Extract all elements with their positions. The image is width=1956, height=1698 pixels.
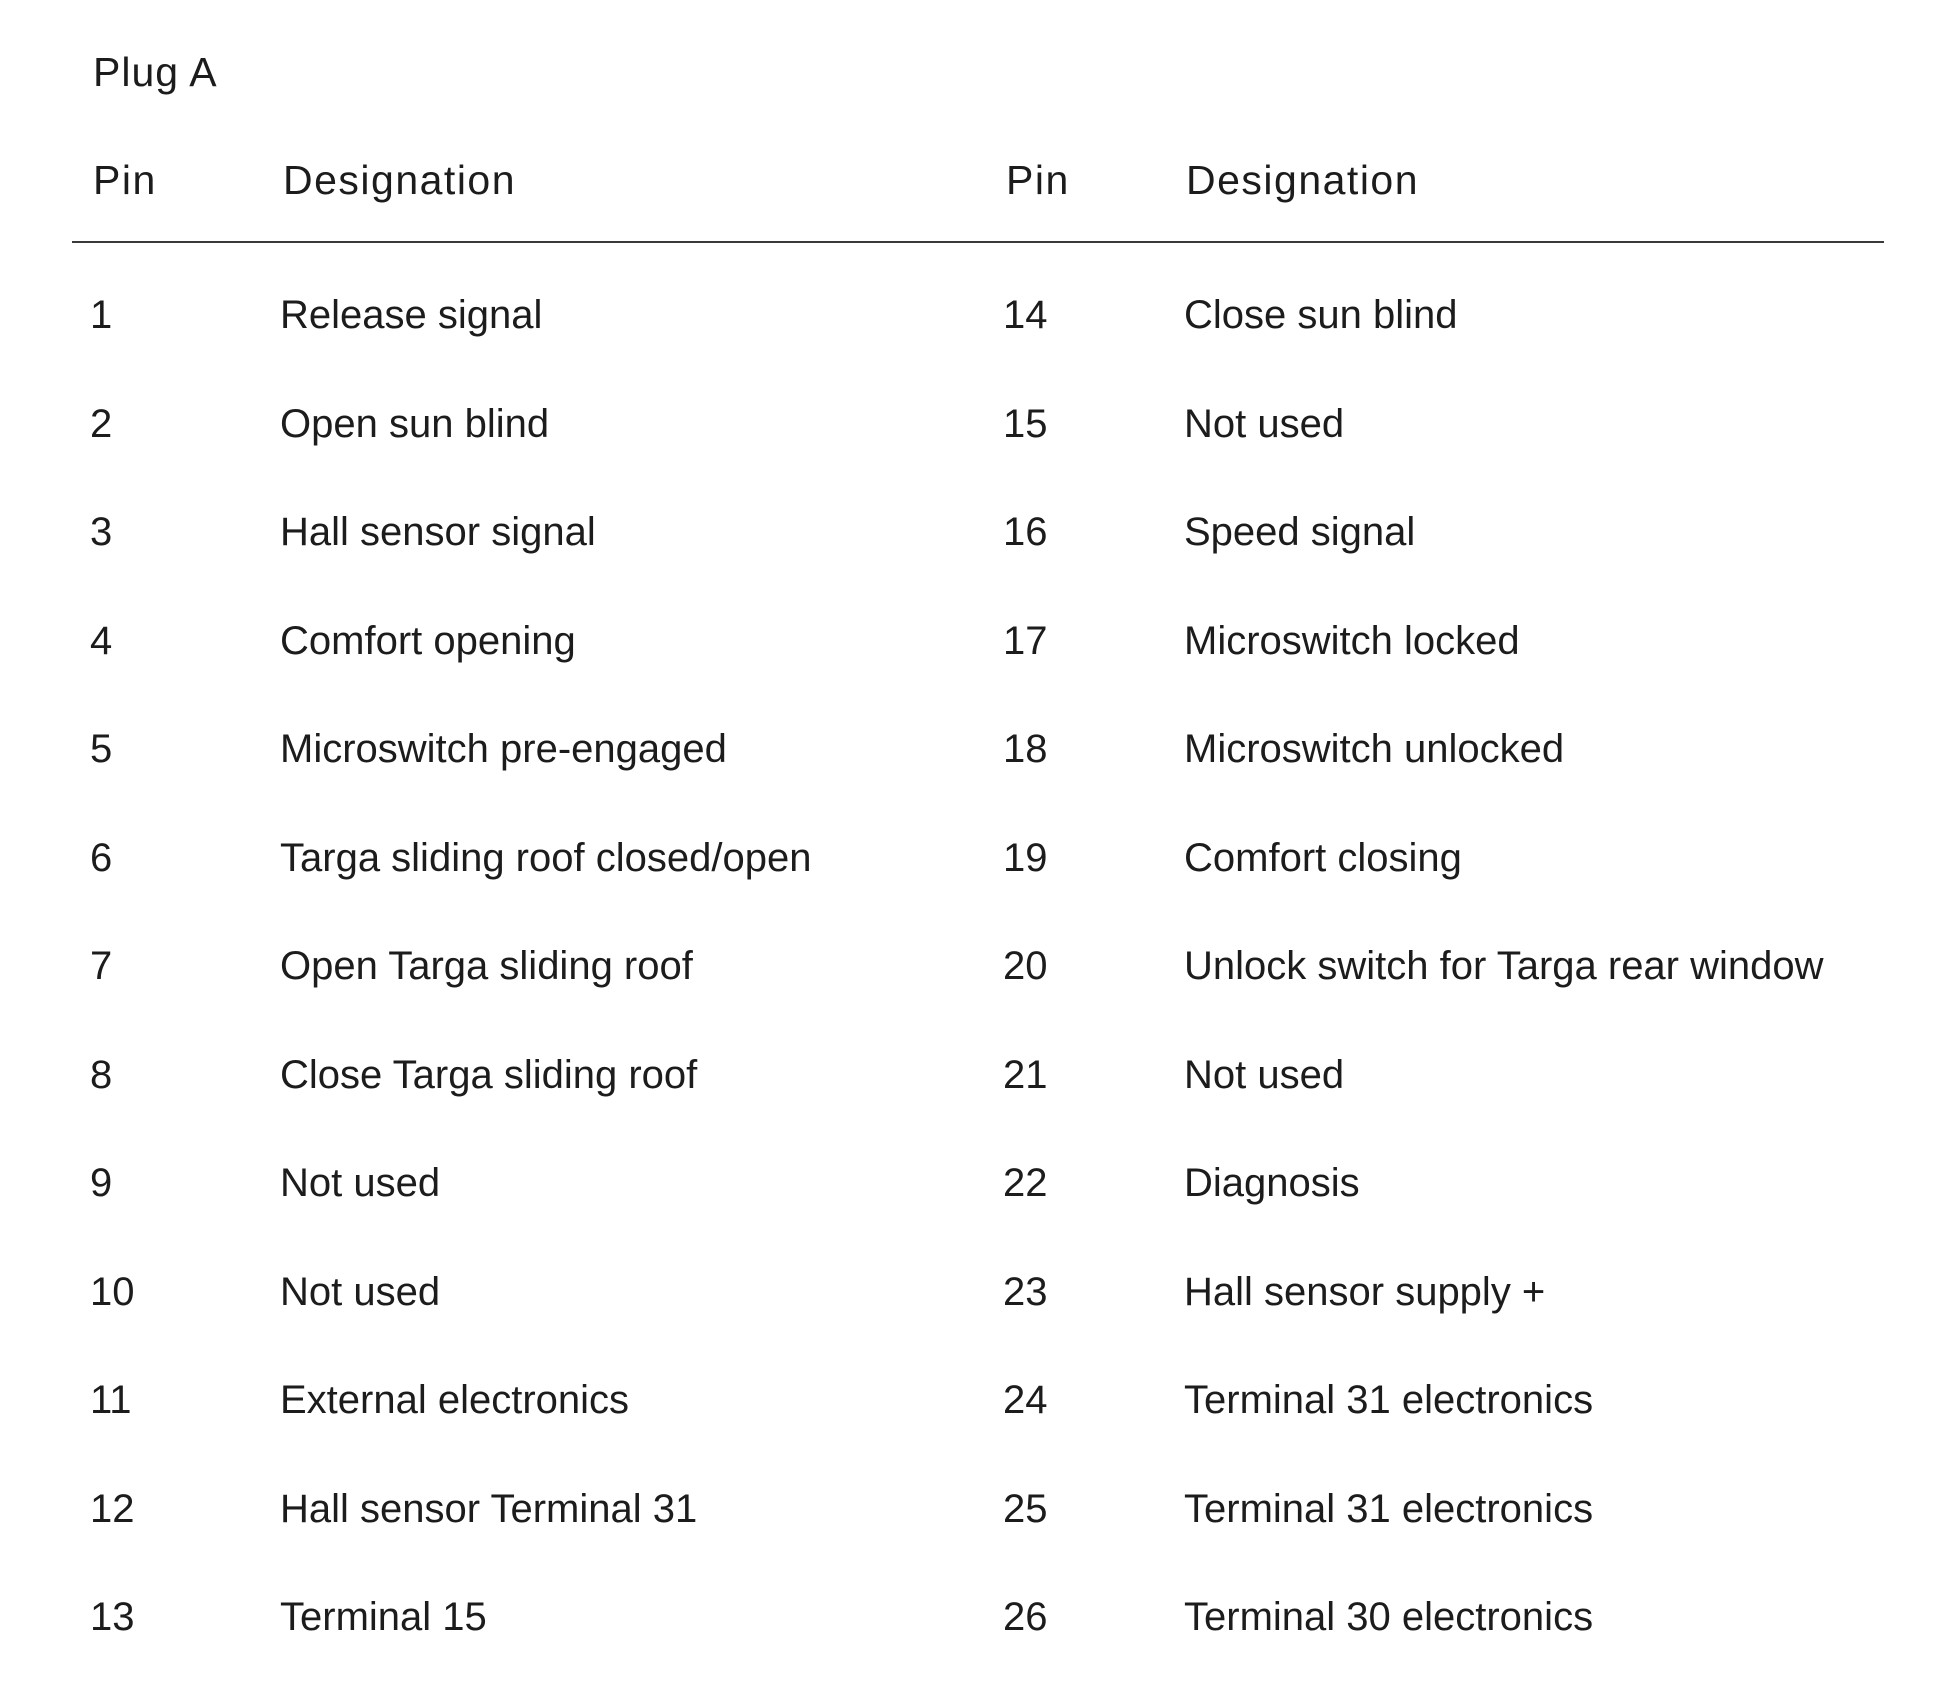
pin-right-cell: 18: [1003, 727, 1048, 771]
designation-right-cell: Diagnosis: [1184, 1161, 1360, 1205]
pin-left-cell: 5: [90, 727, 113, 771]
pin-right-cell: 19: [1003, 835, 1048, 880]
pin-right-cell: 22: [1003, 1161, 1048, 1205]
designation-left-cell: Open Targa sliding roof: [280, 944, 693, 988]
designation-left-cell: Hall sensor signal: [280, 510, 596, 554]
pin-left-cell: 10: [90, 1269, 135, 1314]
header-divider: [72, 241, 1884, 243]
designation-left-cell: Microswitch pre-engaged: [280, 727, 727, 771]
table-row: [0, 1589, 1956, 1698]
table-row: [0, 938, 1956, 1047]
table-row: [0, 613, 1956, 722]
designation-right-cell: Unlock switch for Targa rear window: [1184, 944, 1824, 988]
table-row: [0, 1372, 1956, 1481]
designation-left-cell: Not used: [280, 1161, 441, 1205]
pin-left-cell: 13: [90, 1595, 135, 1639]
pin-left-cell: 8: [90, 1052, 113, 1097]
table-row: [0, 396, 1956, 505]
pin-left-cell: 6: [90, 835, 113, 880]
pin-right-cell: 24: [1003, 1378, 1048, 1422]
header-designation-right: Designation: [1186, 157, 1420, 203]
pin-right-cell: 17: [1003, 618, 1048, 663]
table-header: [0, 152, 1956, 208]
table-row: [0, 1481, 1956, 1590]
pin-right-cell: 25: [1003, 1486, 1048, 1531]
designation-left-cell: Hall sensor Terminal 31: [280, 1486, 698, 1531]
designation-left-cell: Open sun blind: [280, 401, 550, 446]
designation-left-cell: Comfort opening: [280, 618, 576, 663]
pin-right-cell: 20: [1003, 944, 1048, 988]
designation-right-cell: Microswitch unlocked: [1184, 727, 1565, 771]
designation-left-cell: Terminal 15: [280, 1595, 487, 1639]
pin-right-cell: 26: [1003, 1595, 1048, 1639]
designation-right-cell: Close sun blind: [1184, 293, 1458, 337]
table-row: [0, 504, 1956, 613]
pin-left-cell: 9: [90, 1161, 113, 1205]
designation-left-cell: Not used: [280, 1269, 441, 1314]
pin-left-cell: 2: [90, 401, 113, 446]
pin-left-cell: 7: [90, 944, 113, 988]
header-pin-right: Pin: [1006, 157, 1070, 203]
table-row: [0, 830, 1956, 939]
table-row: [0, 287, 1956, 396]
designation-right-cell: Not used: [1184, 1052, 1345, 1097]
table-row: [0, 1155, 1956, 1264]
designation-right-cell: Terminal 31 electronics: [1184, 1486, 1594, 1531]
designation-left-cell: External electronics: [280, 1378, 630, 1422]
designation-left-cell: Targa sliding roof closed/open: [280, 835, 812, 880]
header-pin-left: Pin: [93, 157, 157, 203]
pin-right-cell: 21: [1003, 1052, 1048, 1097]
designation-left-cell: Release signal: [280, 293, 543, 337]
pin-right-cell: 23: [1003, 1269, 1048, 1314]
pin-right-cell: 14: [1003, 293, 1048, 337]
table-body: [0, 287, 1956, 1698]
pin-left-cell: 12: [90, 1486, 135, 1531]
designation-right-cell: Terminal 30 electronics: [1184, 1595, 1594, 1639]
designation-right-cell: Comfort closing: [1184, 835, 1462, 880]
table-row: [0, 1264, 1956, 1373]
pin-left-cell: 3: [90, 510, 113, 554]
table-row: [0, 1047, 1956, 1156]
page-title: Plug A: [93, 49, 218, 95]
pin-right-cell: 16: [1003, 510, 1048, 554]
table-row: [0, 721, 1956, 830]
designation-right-cell: Not used: [1184, 401, 1345, 446]
pin-left-cell: 4: [90, 618, 113, 663]
pin-left-cell: 1: [90, 293, 113, 337]
designation-right-cell: Microswitch locked: [1184, 618, 1520, 663]
designation-left-cell: Close Targa sliding roof: [280, 1052, 698, 1097]
designation-right-cell: Hall sensor supply +: [1184, 1269, 1546, 1314]
designation-right-cell: Terminal 31 electronics: [1184, 1378, 1594, 1422]
pin-left-cell: 11: [90, 1378, 132, 1422]
header-designation-left: Designation: [283, 157, 517, 203]
pin-right-cell: 15: [1003, 401, 1048, 446]
designation-right-cell: Speed signal: [1184, 510, 1416, 554]
